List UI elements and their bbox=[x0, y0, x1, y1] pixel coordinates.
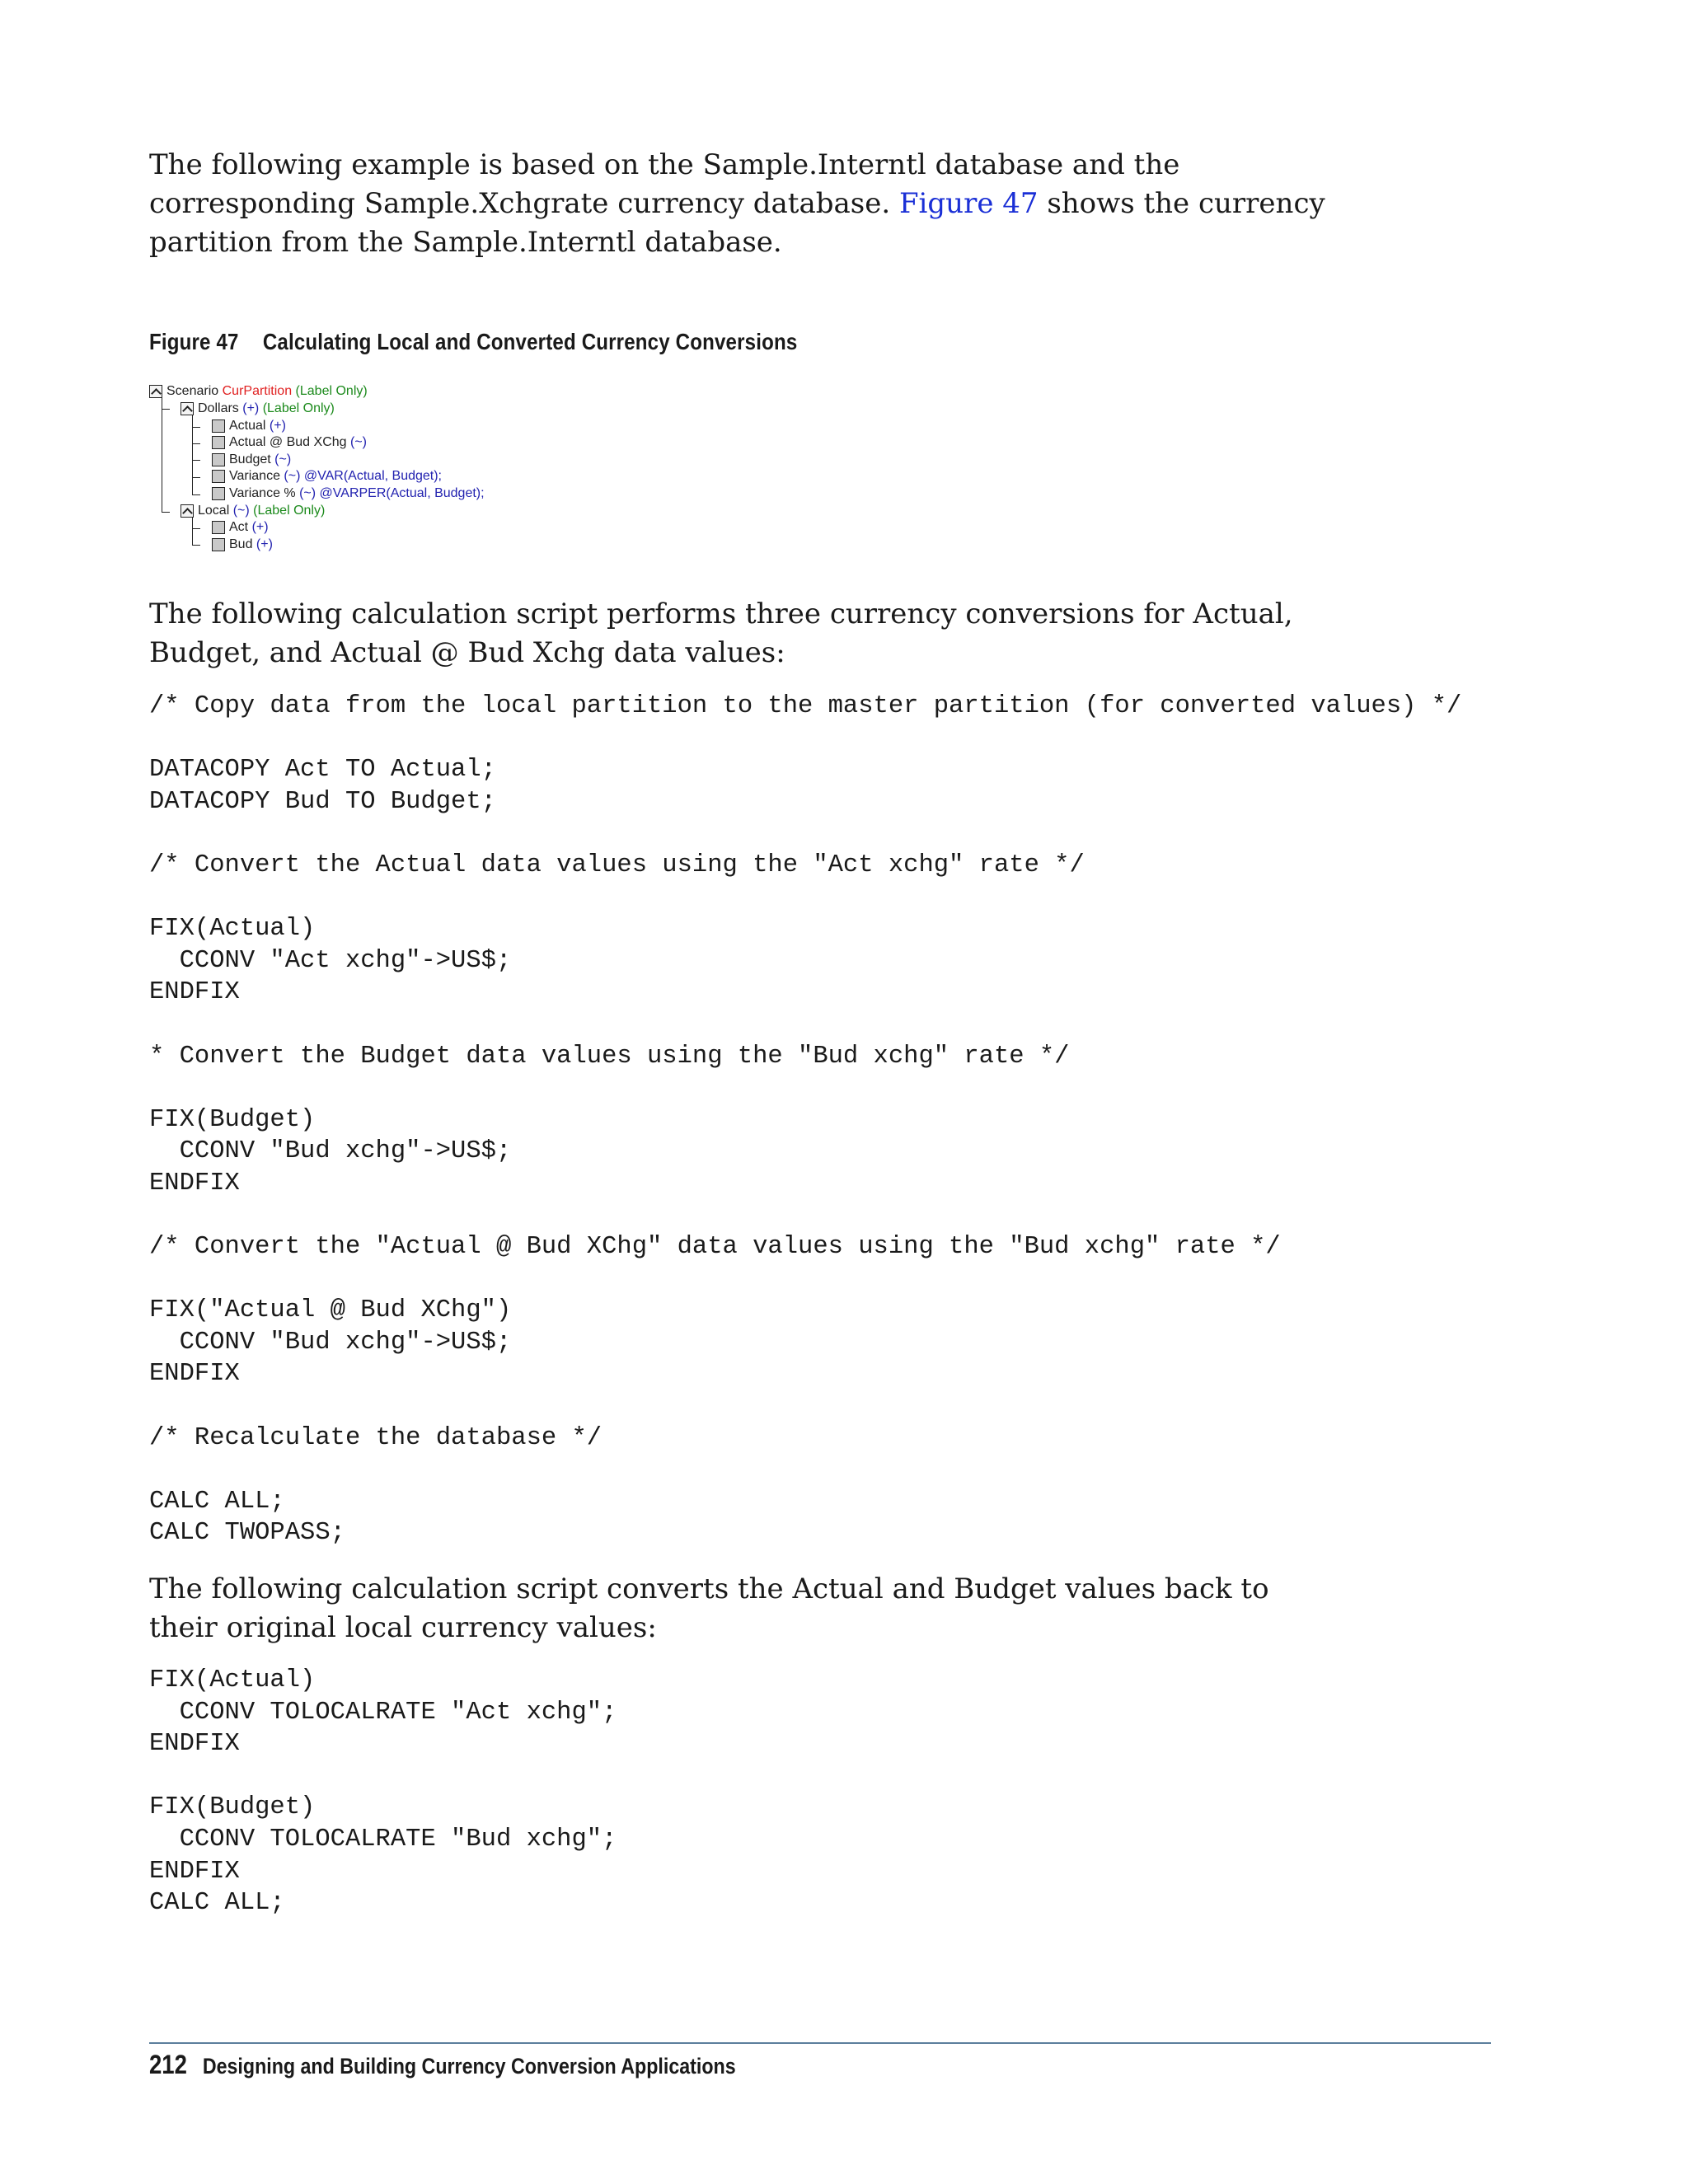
code-line: FIX(Actual) bbox=[149, 1666, 316, 1694]
code-line: CCONV "Bud xchg"->US$; bbox=[149, 1328, 512, 1357]
member-icon bbox=[212, 436, 225, 449]
member-icon bbox=[212, 521, 225, 534]
code-line: /* Copy data from the local partition to the master partition (for converted values) */ bbox=[149, 692, 1462, 720]
code-line bbox=[149, 818, 1461, 850]
code-line bbox=[149, 1072, 1461, 1104]
chapter-title: Designing and Building Currency Conversion Applications bbox=[202, 2054, 736, 2079]
code-line: ENDFIX bbox=[149, 1730, 240, 1759]
figure-title: Calculating Local and Converted Currency Conversions bbox=[262, 329, 798, 354]
code-line: CCONV "Bud xchg"->US$; bbox=[149, 1137, 512, 1166]
code-line: FIX(Budget) bbox=[149, 1793, 316, 1822]
code-line: CCONV TOLOCALRATE "Bud xchg"; bbox=[149, 1825, 617, 1854]
code-line bbox=[149, 1263, 1461, 1296]
code-line: ENDFIX bbox=[149, 1857, 240, 1886]
footer-rule bbox=[149, 2042, 1491, 2044]
code-line: CALC ALL; bbox=[149, 1487, 285, 1516]
code-line: ENDFIX bbox=[149, 978, 240, 1007]
code-line bbox=[149, 882, 1461, 914]
intro-paragraph bbox=[149, 146, 1336, 262]
code-line bbox=[149, 1390, 1461, 1422]
code-line: * Convert the Budget data values using the "Bud xchg" rate */ bbox=[149, 1042, 1070, 1071]
currency-partition-outline: Scenario CurPartition (Label Only) Dollars (+) (Label Only) Actual (+) Actual @ Bud XChg (~) Budget (~) Variance (~) @VAR(Actual, Budget); Variance % (~) @VARPER(Actual, Budget); Local (~) (Label Only) Act (+) Bud (+) bbox=[149, 382, 512, 560]
collapse-icon[interactable] bbox=[181, 504, 194, 518]
code-line: CCONV TOLOCALRATE "Act xchg"; bbox=[149, 1698, 617, 1727]
page-footer bbox=[149, 2050, 736, 2080]
calc-script-block-2 bbox=[149, 1665, 617, 1919]
code-line bbox=[149, 1454, 1461, 1486]
paragraph-conversions: The following calculation script performs three currency conversions for Actual, Budget, and Actual @ Bud Xchg data values: bbox=[149, 598, 1293, 669]
page-number: 212 bbox=[149, 2050, 187, 2079]
member-icon bbox=[212, 538, 225, 551]
collapse-icon[interactable] bbox=[149, 385, 162, 398]
intro-text-before: The following example is based on the Sample.Interntl database and the corresponding Sample.Xchgrate currency database. bbox=[149, 148, 1180, 220]
code-line: ENDFIX bbox=[149, 1169, 240, 1197]
collapse-icon[interactable] bbox=[181, 402, 194, 415]
paragraph-local-conversion: The following calculation script converts the Actual and Budget values back to their original local currency values: bbox=[149, 1572, 1269, 1644]
figure-caption bbox=[149, 329, 797, 355]
code-line bbox=[149, 1009, 1461, 1041]
code-line: /* Convert the Actual data values using the "Act xchg" rate */ bbox=[149, 851, 1085, 879]
code-line: FIX("Actual @ Bud XChg") bbox=[149, 1296, 512, 1325]
calc-script-block-1 bbox=[149, 691, 1461, 1549]
member-icon bbox=[212, 470, 225, 483]
code-line: CALC TWOPASS; bbox=[149, 1519, 345, 1548]
code-line bbox=[149, 1200, 1461, 1232]
code-line: CALC ALL; bbox=[149, 1889, 285, 1918]
code-line bbox=[149, 723, 1461, 755]
code-line: ENDFIX bbox=[149, 1360, 240, 1389]
intro-text-after: shows the currency partition from the Sample.Interntl database. bbox=[149, 187, 1325, 259]
code-line: FIX(Actual) bbox=[149, 915, 316, 944]
code-line: /* Convert the "Actual @ Bud XChg" data values using the "Bud xchg" rate */ bbox=[149, 1233, 1281, 1262]
figure-number: Figure 47 bbox=[149, 329, 239, 354]
code-line bbox=[149, 1760, 617, 1793]
code-line: FIX(Budget) bbox=[149, 1105, 316, 1134]
member-icon bbox=[212, 487, 225, 500]
figure-47-link[interactable]: Figure 47 bbox=[898, 187, 1039, 220]
member-icon bbox=[212, 419, 225, 433]
code-line: CCONV "Act xchg"->US$; bbox=[149, 946, 512, 975]
code-line: DATACOPY Bud TO Budget; bbox=[149, 787, 496, 816]
member-icon bbox=[212, 453, 225, 466]
code-line: /* Recalculate the database */ bbox=[149, 1423, 603, 1452]
code-line: DATACOPY Act TO Actual; bbox=[149, 756, 496, 785]
